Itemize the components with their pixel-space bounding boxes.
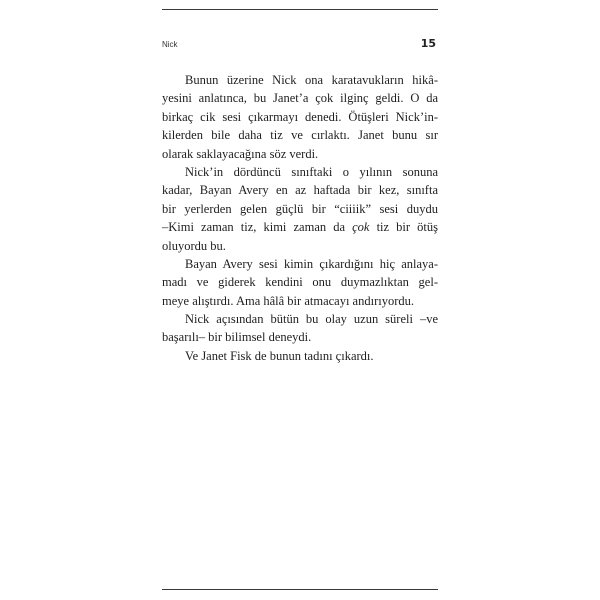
text-line: yesini anlatınca, bu Janet’a çok ilginç geldi. O da <box>162 91 438 106</box>
text-line: olarak saklayacağına söz verdi. <box>162 146 319 161</box>
body-text <box>162 71 438 365</box>
text-line: birkaç cik sesi çıkarmayı denedi. Ötüşleri Nick’in- <box>162 109 438 124</box>
text-line: –Kimi zaman tiz, kimi zaman da çok tiz bir ötüş <box>162 220 438 235</box>
running-head: Nick <box>162 40 178 49</box>
text-line: kilerden bile daha tiz ve cırlaktı. Janet bunu sır <box>162 128 438 143</box>
text-line: Bayan Avery sesi kimin çıkardığını hiç anlaya- <box>185 256 438 271</box>
text-line: meye alıştırdı. Ama hâlâ bir atmacayı andırıyordu. <box>162 293 415 308</box>
text-line: Bunun üzerine Nick ona karatavukların hikâ- <box>185 73 438 87</box>
bottom-rule <box>162 589 438 590</box>
text-line: oluyordu bu. <box>162 238 226 253</box>
text-line: başarılı– bir bilimsel deneydi. <box>162 330 312 345</box>
page-number: 15 <box>420 37 436 50</box>
emphasis: çok <box>352 220 370 235</box>
text-line: Nick açısından bütün bu olay uzun süreli –ve <box>185 312 438 327</box>
top-rule <box>162 9 438 10</box>
text-line: Nick’in dördüncü sınıftaki o yılının sonuna <box>185 164 438 179</box>
text-line: bir yerlerden gelen güçlü bir “ciiiik” sesi duydu <box>162 201 438 216</box>
text-line: Ve Janet Fisk de bunun tadını çıkardı. <box>185 348 374 363</box>
text-line: madı ve giderek kendini onu duymazlıktan gel- <box>162 275 438 290</box>
text-line: kadar, Bayan Avery en az haftada bir kez, sınıfta <box>162 183 438 198</box>
